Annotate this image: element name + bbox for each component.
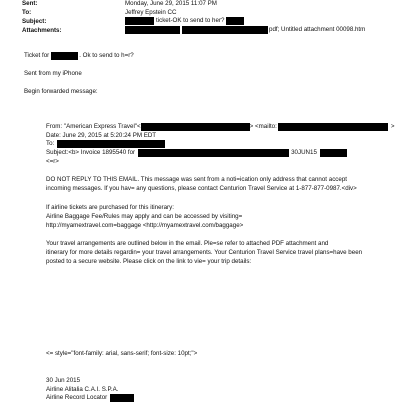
itinerary-airline: Airline Alitalia C.A.I. S.P.A. bbox=[46, 386, 119, 393]
begin-forwarded-line: Begin forwarded message: bbox=[24, 88, 98, 95]
to-label: To: bbox=[22, 9, 32, 16]
baggage-line-1: If airline tickets are purchased for this itinerary: bbox=[46, 204, 174, 211]
ticket-prefix: Ticket for bbox=[24, 52, 50, 59]
warning-line-2: incoming messages. If you hav= any questions, please contact Centurion Travel Service at 1-877-877-0987.<div> bbox=[46, 185, 357, 192]
warning-line-1: DO NOT REPLY TO THIS EMAIL. This message was sent from a noti=ication only address that cannot accept bbox=[46, 176, 347, 183]
subject-label: Subject: bbox=[22, 18, 47, 25]
arrangements-line-2: itinerary for more details regardin= your travel arrangements. Your Centurion Travel Service travel plans=have been bbox=[46, 249, 363, 256]
forwarded-from-prefix: From: "American Express Travel"< bbox=[46, 123, 141, 130]
ticket-suffix: . Ok to send to h=r? bbox=[79, 52, 134, 59]
subject-value: ticket-OK to send to her? bbox=[156, 17, 225, 24]
forwarded-to-line bbox=[46, 140, 165, 148]
forwarded-from-line bbox=[46, 123, 394, 131]
forwarded-r-tag: <=r> bbox=[46, 158, 59, 165]
arrangements-line-1: Your travel arrangements are outlined below in the email. Ple=se refer to attached PDF attachment and bbox=[46, 240, 329, 247]
subject-line bbox=[125, 17, 244, 25]
redaction-block bbox=[57, 140, 165, 148]
attachments-line bbox=[125, 26, 365, 34]
baggage-line-3: http://myamextravel.com=baggage <http://myamextravel.com/baggage> bbox=[46, 222, 244, 229]
forwarded-from-mid: > <mailto: bbox=[249, 123, 277, 130]
to-value: Jeffrey Epstein CC bbox=[125, 9, 177, 16]
redaction-block bbox=[141, 123, 250, 131]
redaction-block bbox=[278, 123, 388, 131]
style-code-line: <= style="font-family: arial, sans-serif; font-size: 10pt;"> bbox=[46, 350, 198, 357]
arrangements-line-3: posted to a secure website. Please click on the link to vie= your trip details: bbox=[46, 258, 252, 265]
forwarded-to-label: To: bbox=[46, 140, 55, 147]
redaction-block bbox=[125, 26, 180, 34]
forwarded-subject-prefix: Subject:<b> Invoice 1895540 for bbox=[46, 149, 136, 156]
attachments-value: pdf; Untitled attachment 00098.htm bbox=[269, 26, 366, 33]
record-locator-label: Airline Record Locator bbox=[46, 394, 108, 401]
forwarded-subject-date: 30JUN15 bbox=[291, 149, 317, 156]
sent-from-line: Sent from my iPhone bbox=[24, 70, 82, 77]
redaction-block bbox=[110, 394, 134, 402]
itinerary-date: 30 Jun 2015 bbox=[46, 377, 81, 384]
sent-label: Sent: bbox=[22, 0, 38, 7]
itinerary-record-locator bbox=[46, 394, 134, 402]
sent-value: Monday, June 29, 2015 11:07 PM bbox=[125, 0, 217, 7]
forwarded-date-line: Date: June 29, 2015 at 5:20:24 PM EDT bbox=[46, 132, 157, 139]
redaction-block bbox=[125, 17, 154, 25]
ticket-line bbox=[24, 52, 134, 60]
forwarded-from-end: > bbox=[390, 123, 395, 130]
redaction-block bbox=[51, 52, 78, 60]
redaction-block bbox=[138, 149, 289, 157]
redaction-block bbox=[226, 17, 244, 25]
baggage-line-2: Airline Baggage Fee/Rules may apply and can be accessed by visiting= bbox=[46, 213, 243, 220]
redaction-block bbox=[320, 149, 347, 157]
forwarded-subject-line bbox=[46, 149, 347, 157]
redaction-block bbox=[182, 26, 268, 34]
attachments-label: Attachments: bbox=[22, 27, 62, 34]
